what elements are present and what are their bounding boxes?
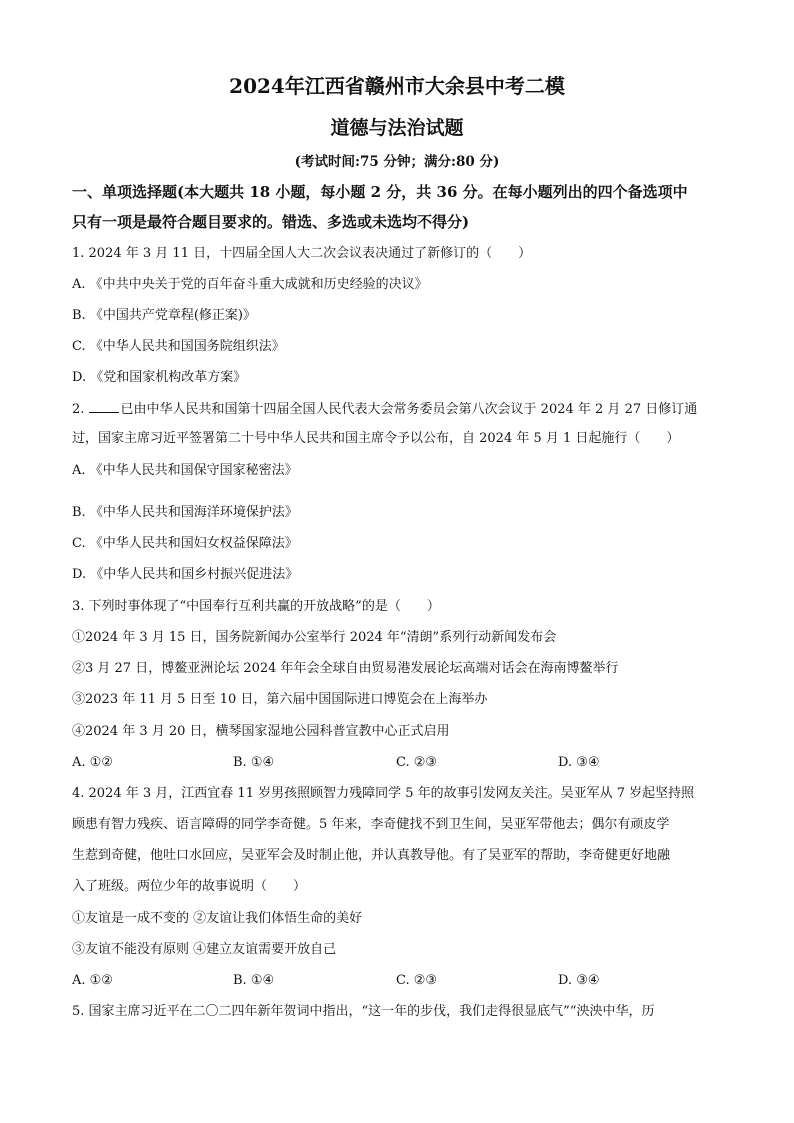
question-3-statement-1: ①2024 年 3 月 15 日，国务院新闻办公室举行 2024 年“清朗”系列行动新闻发布会 (72, 630, 557, 645)
question-1-option-c: C. 《中华人民共和国国务院组织法》 (72, 339, 285, 354)
question-4-option-a: A. ①② (72, 973, 113, 988)
question-3-option-a: A. ①② (72, 755, 113, 770)
question-1-option-a: A. 《中共中央关于党的百年奋斗重大成就和历史经验的决议》 (72, 277, 428, 292)
question-4-option-d: D. ③④ (558, 973, 600, 988)
question-1-option-d: D. 《党和国家机构改革方案》 (72, 370, 247, 385)
question-3-option-d: D. ③④ (558, 755, 600, 770)
question-3-statement-3: ③2023 年 11 月 5 日至 10 日，第六届中国国际进口博览会在上海举办 (72, 692, 488, 707)
question-2-option-b: B. 《中华人民共和国海洋环境保护法》 (72, 505, 298, 520)
question-4-statements-1-2: ①友谊是一成不变的 ②友谊让我们体悟生命的美好 (72, 911, 363, 926)
exam-subject: 道德与法治试题 (330, 117, 464, 139)
question-1-option-b: B. 《中国共产党章程(修正案)》 (72, 308, 256, 323)
question-4-stem-line-3: 生惹到奇健，他吐口水回应，吴亚军会及时制止他，并认真教导他。有了吴亚军的帮助，李奇健更好地融 (72, 848, 671, 863)
answer-blank (89, 400, 119, 413)
question-4-stem-line-4: 入了班级。两位少年的故事说明（ ） (72, 879, 307, 894)
question-3-option-b: B. ①④ (233, 755, 275, 770)
question-2-option-a: A. 《中华人民共和国保守国家秘密法》 (72, 463, 298, 478)
question-5-stem-line-1: 5. 国家主席习近平在二〇二四年新年贺词中指出，“这一年的步伐，我们走得很显底气”“泱泱中华，历 (72, 1004, 655, 1019)
question-4-option-c: C. ②③ (396, 973, 438, 988)
question-4-statements-3-4: ③友谊不能没有原则 ④建立友谊需要开放自己 (72, 942, 337, 957)
exam-info: (考试时间:75 分钟；满分:80 分) (294, 154, 500, 170)
question-4-stem-line-1: 4. 2024 年 3 月，江西宜春 11 岁男孩照顾智力残障同学 5 年的故事引发网友关注。吴亚军从 7 岁起坚持照 (72, 786, 695, 801)
question-2-stem-text: 已由中华人民共和国第十四届全国人民代表大会常务委员会第八次会议于 2024 年 2 月 27 日修订通 (120, 402, 698, 417)
question-3-statement-4: ④2024 年 3 月 20 日，横琴国家湿地公园科普宣教中心正式启用 (72, 724, 450, 739)
question-2-option-d: D. 《中华人民共和国乡村振兴促进法》 (72, 567, 299, 582)
question-2-stem-line-2: 过，国家主席习近平签署第二十号中华人民共和国主席令予以公布，自 2024 年 5 月 1 日起施行（ ） (72, 431, 680, 446)
question-2-number: 2. (72, 402, 85, 417)
question-3-option-c: C. ②③ (396, 755, 438, 770)
question-4-option-b: B. ①④ (233, 973, 275, 988)
question-3-statement-2: ②3 月 27 日，博鳌亚洲论坛 2024 年年会全球自由贸易港发展论坛高端对话会在海南博鳌举行 (72, 661, 619, 676)
exam-title: 2024年江西省赣州市大余县中考二模 (229, 74, 565, 98)
section-heading-line-1: 一、单项选择题(本大题共 18 小题，每小题 2 分，共 36 分。在每小题列出的四个备选项中 (72, 183, 688, 201)
question-4-stem-line-2: 顾患有智力残疾、语言障碍的同学李奇健。5 年来，李奇健找不到卫生间，吴亚军带他去；偶尔有顽皮学 (72, 817, 670, 832)
question-3-stem: 3. 下列时事体现了“中国奉行互利共赢的开放战略”的是（ ） (72, 599, 440, 614)
section-heading-line-2: 只有一项是最符合题目要求的。错选、多选或未选均不得分) (72, 213, 470, 231)
question-1-stem: 1. 2024 年 3 月 11 日，十四届全国人大二次会议表决通过了新修订的（ ） (72, 246, 532, 261)
question-2-stem-line-1 (72, 400, 697, 419)
question-2-option-c: C. 《中华人民共和国妇女权益保障法》 (72, 536, 298, 551)
